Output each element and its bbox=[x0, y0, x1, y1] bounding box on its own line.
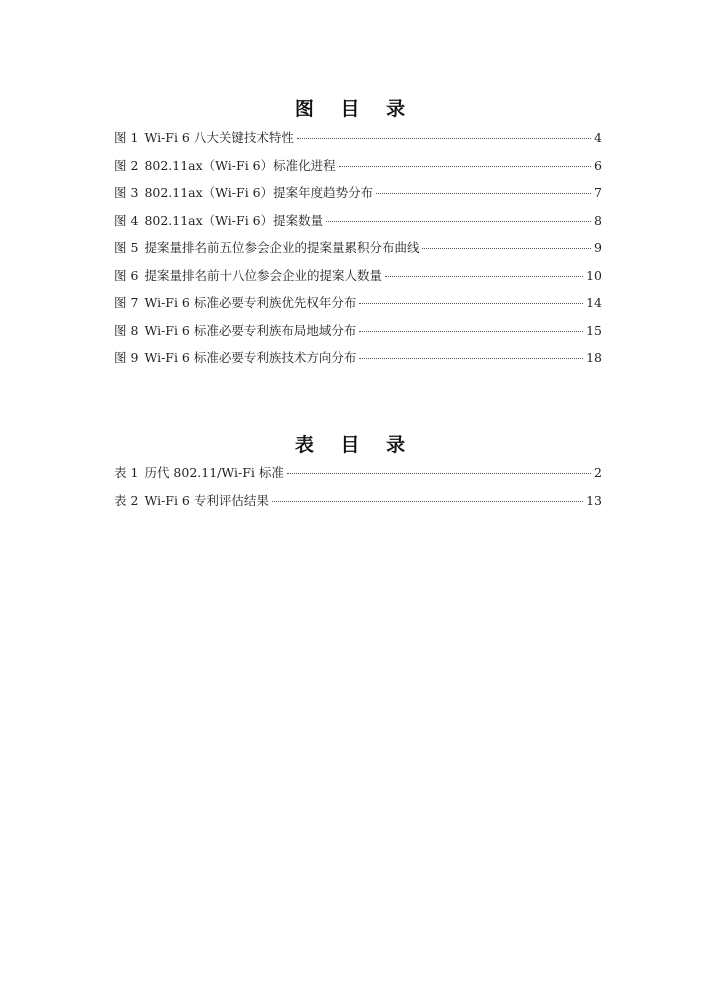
table-toc-entry[interactable] bbox=[114, 493, 602, 521]
figure-toc-entry[interactable] bbox=[114, 158, 602, 186]
entry-label: 图 2 bbox=[114, 157, 139, 173]
entry-title: Wi-Fi 6 标准必要专利族技术方向分布 bbox=[144, 350, 357, 365]
entry-label: 图 6 bbox=[114, 267, 139, 283]
entry-title: 802.11ax（Wi-Fi 6）提案数量 bbox=[144, 212, 324, 228]
entry-page-number: 18 bbox=[586, 350, 602, 365]
figures-toc-list bbox=[114, 130, 602, 378]
entry-page-number: 10 bbox=[586, 267, 602, 283]
entry-title: Wi-Fi 6 标准必要专利族布局地域分布 bbox=[144, 322, 357, 338]
dot-leader bbox=[339, 166, 591, 167]
dot-leader bbox=[287, 473, 591, 474]
entry-label: 图 9 bbox=[114, 350, 139, 365]
entry-label: 图 4 bbox=[114, 212, 139, 228]
entry-label: 表 2 bbox=[114, 492, 139, 508]
table-toc-entry[interactable] bbox=[114, 465, 602, 493]
tables-toc-title: 表 目 录 bbox=[294, 434, 416, 456]
entry-label: 图 5 bbox=[114, 240, 139, 255]
entry-page-number: 4 bbox=[594, 130, 602, 145]
dot-leader bbox=[359, 303, 583, 304]
entry-page-number: 14 bbox=[586, 295, 602, 310]
entry-label: 图 8 bbox=[114, 322, 139, 338]
figure-toc-entry[interactable] bbox=[114, 240, 602, 268]
entry-label: 表 1 bbox=[114, 465, 139, 480]
entry-title: 提案量排名前十八位参会企业的提案人数量 bbox=[144, 267, 382, 283]
entry-label: 图 7 bbox=[114, 295, 139, 310]
figure-toc-entry[interactable] bbox=[114, 130, 602, 158]
entry-page-number: 9 bbox=[594, 240, 602, 255]
dot-leader bbox=[385, 276, 583, 277]
figure-toc-entry[interactable] bbox=[114, 185, 602, 213]
figure-toc-entry[interactable] bbox=[114, 350, 602, 378]
figure-toc-entry[interactable] bbox=[114, 323, 602, 351]
dot-leader bbox=[326, 221, 591, 222]
entry-page-number: 2 bbox=[594, 465, 602, 480]
dot-leader bbox=[297, 138, 591, 139]
dot-leader bbox=[376, 193, 591, 194]
figure-toc-entry[interactable] bbox=[114, 268, 602, 296]
entry-page-number: 7 bbox=[594, 185, 602, 200]
entry-page-number: 6 bbox=[594, 157, 602, 173]
entry-label: 图 1 bbox=[114, 130, 139, 145]
figure-toc-entry[interactable] bbox=[114, 213, 602, 241]
entry-title: 历代 802.11/Wi-Fi 标准 bbox=[144, 465, 284, 480]
entry-title: Wi-Fi 6 标准必要专利族优先权年分布 bbox=[144, 295, 357, 310]
entry-page-number: 8 bbox=[594, 212, 602, 228]
entry-title: 802.11ax（Wi-Fi 6）提案年度趋势分布 bbox=[144, 185, 374, 200]
tables-toc-list bbox=[114, 465, 602, 520]
dot-leader bbox=[359, 331, 583, 332]
dot-leader bbox=[422, 248, 591, 249]
entry-title: Wi-Fi 6 八大关键技术特性 bbox=[144, 130, 294, 145]
figures-toc-title: 图 目 录 bbox=[294, 98, 416, 120]
entry-label: 图 3 bbox=[114, 185, 139, 200]
dot-leader bbox=[272, 501, 583, 502]
entry-title: Wi-Fi 6 专利评估结果 bbox=[144, 492, 269, 508]
dot-leader bbox=[359, 358, 583, 359]
entry-page-number: 15 bbox=[586, 322, 602, 338]
entry-title: 802.11ax（Wi-Fi 6）标准化进程 bbox=[144, 157, 336, 173]
entry-page-number: 13 bbox=[586, 492, 602, 508]
figure-toc-entry[interactable] bbox=[114, 295, 602, 323]
entry-title: 提案量排名前五位参会企业的提案量累积分布曲线 bbox=[144, 240, 420, 255]
